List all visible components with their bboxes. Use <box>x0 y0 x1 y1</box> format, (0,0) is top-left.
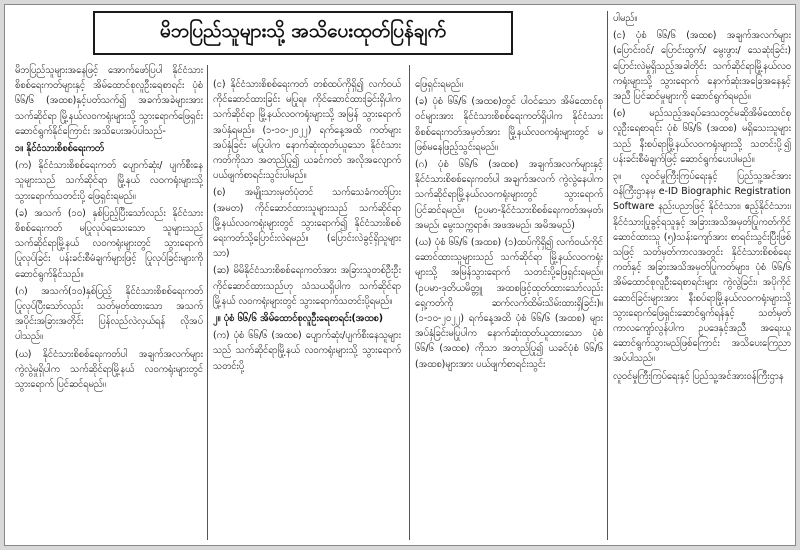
clause-paragraph: (က) နိုင်ငံသားစိစစ်ရေးကတ် ပျောက်ဆုံး/ ပျက်စီးနေသူများသည် သက်ဆိုင်ရာ မြို့နယ် လဝကရုံးများသို့ သွားရောက်သတင်းပို့ ဖြေရှင်းရမည်။ <box>15 160 203 202</box>
intro-paragraph: မိဘပြည်သူများအနေဖြင့် အောက်ဖော်ပြပါ နိုင်ငံသားစိစစ်ရေးကတ်များနှင့် အိမ်ထောင်စုလူဦးရေစာရင်း ပုံစံ ၆၆/၆ (အထစ)နှင့်ပတ်သက်၍ အခက်အခဲများအား သက်ဆိုင်ရာ မြို့နယ်လဝကရုံးများသို့ သွားရောက်ဖြေရှင်းဆောင်ရွက်နိုင်ကြောင်း အသိပေးအပ်ပါသည်- <box>15 65 203 137</box>
section-paragraph: ၃။ လူဝင်မှုကြီးကြပ်ရေးနှင့် ပြည်သူ့အင်အားဝန်ကြီးဌာနမှ e-ID Biographic Registration Software နည်းပညာဖြင့် နိုင်ငံသား၊ ဧည့်နိုင်ငံသား၊ နိုင်ငံသားပြုခွင့်ရသူနှင့် အခြားအသိအမှတ်ပြုကတ်ကိုင်ဆောင်ထားသူ (၅)သန်းကျော်အား စာရင်းသွင်းပြီးဖြစ်သဖြင့် သတ်မှတ်ကာလအတွင်း နိုင်ငံသားစိစစ်ရေးကတ်နှင့် အခြားအသိအမှတ်ပြုကတ်များ၊ ပုံစံ ၆၆/၆ အိမ်ထောင်စုလူဦးရေစာရင်းများ ကွဲလွဲခြင်း၊ အပိုကိုင်ဆောင်ခြင်းများအား နီးစပ်ရာမြို့နယ်လဝကရုံးများသို့ သွားရောက်ဖြေရှင်းဆောင်ရွက်ရန်နှင့် သတ်မှတ်ကာလကျော်လွန်ပါက ဥပဒေနှင့်အညီ အရေးယူဆောင်ရွက်သွားမည်ဖြစ်ကြောင်း အသိပေးကြေညာအပ်ပါသည်။ <box>613 171 791 365</box>
clause-paragraph: (စ) အမျိုးသားမှတ်ပုံတင် သက်သေခံကတ်ပြား (အမတ) ကိုင်ဆောင်ထားသူများသည် သက်ဆိုင်ရာမြို့နယ်လဝကရုံးများတွင် သွားရောက်၍ နိုင်ငံသားစိစစ်ရေးကတ်သို့ပြောင်းလဲရမည်။ (ပြောင်းလဲခွင့်ရှိသူများသာ) <box>213 187 401 260</box>
clause-paragraph: (င) ပုံစံ ၆၆/၆ (အထစ) အချက်အလက်များ (ပြောင်းဝင်/ ပြောင်းထွက်/ မွေးဖွား/ သေဆုံးခြင်း) ပြောင်းလဲမှုရှိသည့်အခါတိုင်း သက်ဆိုင်ရာမြို့နယ်လဝကရုံးများသို့ သွားရောက် နောက်ဆုံးအခြေအနေနှင့်အညီ ပြင်ဆင်မှုများကို ဆောင်ရွက်ရမည်။ <box>613 30 791 103</box>
clause-paragraph: (ဆ) မိမိနိုင်ငံသားစိစစ်ရေးကတ်အား အခြားသူတစ်ဦးဦး ကိုင်ဆောင်ထားသည်ဟု သံသယရှိပါက သက်ဆိုင်ရာ မြို့နယ် လဝကရုံးများတွင် သွားရောက်သတင်းပို့ရမည်။ <box>213 265 401 307</box>
clause-paragraph: (ဃ) နိုင်ငံသားစိစစ်ရေးကတ်ပါ အချက်အလက်များ ကွဲလွဲမှုရှိပါက သက်ဆိုင်ရာမြို့နယ် လဝကရုံးများတွင် သွားရောက် ပြင်ဆင်ရမည်။ <box>15 348 203 391</box>
clause-paragraph: ဖြေရှင်းရမည်။ <box>415 79 463 90</box>
clause-paragraph: ပါမည်။ <box>613 13 638 24</box>
clause-paragraph: (က) ပုံစံ ၆၆/၆ (အထစ) ပျောက်ဆုံး/ပျက်စီးနေသူများသည် သက်ဆိုင်ရာမြို့နယ် လဝကရုံးများသို့ သွားရောက်သတင်းပို့ <box>213 330 401 372</box>
clause-paragraph: (ဂ) အသက်(၁၀)နှစ်ပြည့် နိုင်ငံသားစိစစ်ရေးကတ် ပြုလုပ်ပြီးသော်လည်း သတ်မှတ်ထားသော အသက်အပိုင်းအခြားအတိုင်း ပြန်လည်လဲလှယ်ရန် လိုအပ်ပါသည်။ <box>15 285 203 343</box>
clause-paragraph: (ဂ) ပုံစံ ၆၆/၆ (အထစ) အချက်အလက်များနှင့် နိုင်ငံသားစိစစ်ရေးကတ်ပါ အချက်အလက် ကွဲလွဲနေပါက သက်ဆိုင်ရာမြို့နယ်လဝကရုံးများတွင် သွားရောက်ပြင်ဆင်ရမည်။ (ဥပမာ-နိုင်ငံသားစိစစ်ရေးကတ်အမှတ်၊ အမည်၊ မွေးသက္ကရာဇ်၊ အဖအမည်၊ အမိအမည်) <box>415 159 603 231</box>
column-divider <box>607 11 608 540</box>
clause-paragraph: (င) နိုင်ငံသားစိစစ်ရေးကတ် တစ်ထပ်ကိုရှိ၍ လက်ဝယ်ကိုင်ဆောင်ထားခြင်း မပြုရ။ ကိုင်ဆောင်ထားခြင်းရှိပါက သက်ဆိုင်ရာ မြို့နယ်လဝကရုံးများသို့ အမြန် သွားရောက်အပ်နှံရမည်။ (၁-၁၀-၂၀၂၂) ရက်နေ့အထိ ကတ်များအပ်နှံခြင်း မပြုပါက နောက်ဆုံးထုတ်ယူသော နိုင်ငံသားကတ်ကိုသာ အတည်ပြု၍ ယခင်ကတ် အလိုအလျောက် ပယ်ဖျက်စာရင်းသွင်းပါမည်။ <box>213 79 401 182</box>
title-box <box>93 11 513 55</box>
clause-paragraph: (ခ) ပုံစံ ၆၆/၆ (အထစ)တွင် ပါဝင်သော အိမ်ထောင်စုဝင်များအား နိုင်ငံသားစိစစ်ရေးကတ်ရှိပါက နိုင်ငံသားစိစစ်ရေးကတ်အမှတ်အား မြို့နယ်လဝကရုံးများတွင် မဖြစ်မနေဖြည့်သွင်းရမည်။ <box>415 96 603 153</box>
column-1 <box>15 63 203 394</box>
clause-paragraph: (ခ) အသက် (၁၀) နှစ်ပြည့်ပြီးသော်လည်း နိုင်ငံသားစိစစ်ရေးကတ် မပြုလုပ်ရသေးသော သူများသည် သက်ဆိုင်ရာမြို့နယ် လဝကရုံးများတွင် သွားရောက်ပြုလုပ်ခြင်း ပန်းခင်းစီမံချက်များဖြင့် ပြုလုပ်ခြင်းများကို ဆောင်ရွက်နိုင်သည်။ <box>15 207 203 280</box>
clause-paragraph: (စ) မည်သည့်အရပ်ဒေသတွင်မဆိုအိမ်ထောင်စုလူဦးရေစာရင်း ပုံစံ ၆၆/၆ (အထစ) မရှိသေးသူများသည် နီးစပ်ရာမြို့နယ်လဝကရုံးများသို့ သတင်းပို့၍ ပန်းခင်းစီမံချက်ဖြင့် ဆောင်ရွက်ပေးပါမည်။ <box>613 108 791 165</box>
section-heading: ၁။ နိုင်ငံသားစိစစ်ရေးကတ် <box>15 143 104 155</box>
column-divider <box>409 65 410 540</box>
notice-page <box>4 4 796 546</box>
section-heading: ၂။ ပုံစံ ၆၆/၆ အိမ်ထောင်စုလူဦးရေစာရင်း(အထစ) <box>213 313 383 325</box>
column-3 <box>415 77 603 374</box>
column-divider <box>207 65 208 540</box>
column-4 <box>613 11 791 386</box>
signature-ministry: လူဝင်မှုကြီးကြပ်ရေးနှင့် ပြည်သူ့အင်အားဝန်ကြီးဌာန <box>613 370 784 382</box>
column-2 <box>213 77 401 376</box>
notice-title: မိဘပြည်သူများသို့ အသိပေးထုတ်ပြန်ချက် <box>159 20 447 42</box>
clause-paragraph: (ဃ) ပုံစံ ၆၆/၆ (အထစ) (၁)ထပ်ကိုရှိ၍ လက်ဝယ်ကိုင်ဆောင်ထားသူများသည် သက်ဆိုင်ရာ မြို့နယ်လဝကရုံးများသို့ အမြန်သွားရောက် သတင်းပို့ဖြေရှင်းရမည်။ (ဥပမာ-ဒုတိယမိတ္တူ အထစဖြင့်ထုတ်ထားသော်လည်း ရှေ့ကတ်ကို ဆက်လက်ထိမ်းသိမ်းထားရှိခြင်း)။ (၁-၁၀-၂၀၂၂) ရက်နေ့အထိ ပုံစံ ၆၆/၆ (အထစ) များ အပ်နှံခြင်းမပြုပါက နောက်ဆုံးထုတ်ယူထားသော ပုံစံ ၆၆/၆ (အထစ) ကိုသာ အတည်ပြု၍ ယခင်ပုံစံ ၆၆/၆ (အထစ)များအား ပယ်ဖျက်စာရင်းသွင်း <box>415 237 603 370</box>
